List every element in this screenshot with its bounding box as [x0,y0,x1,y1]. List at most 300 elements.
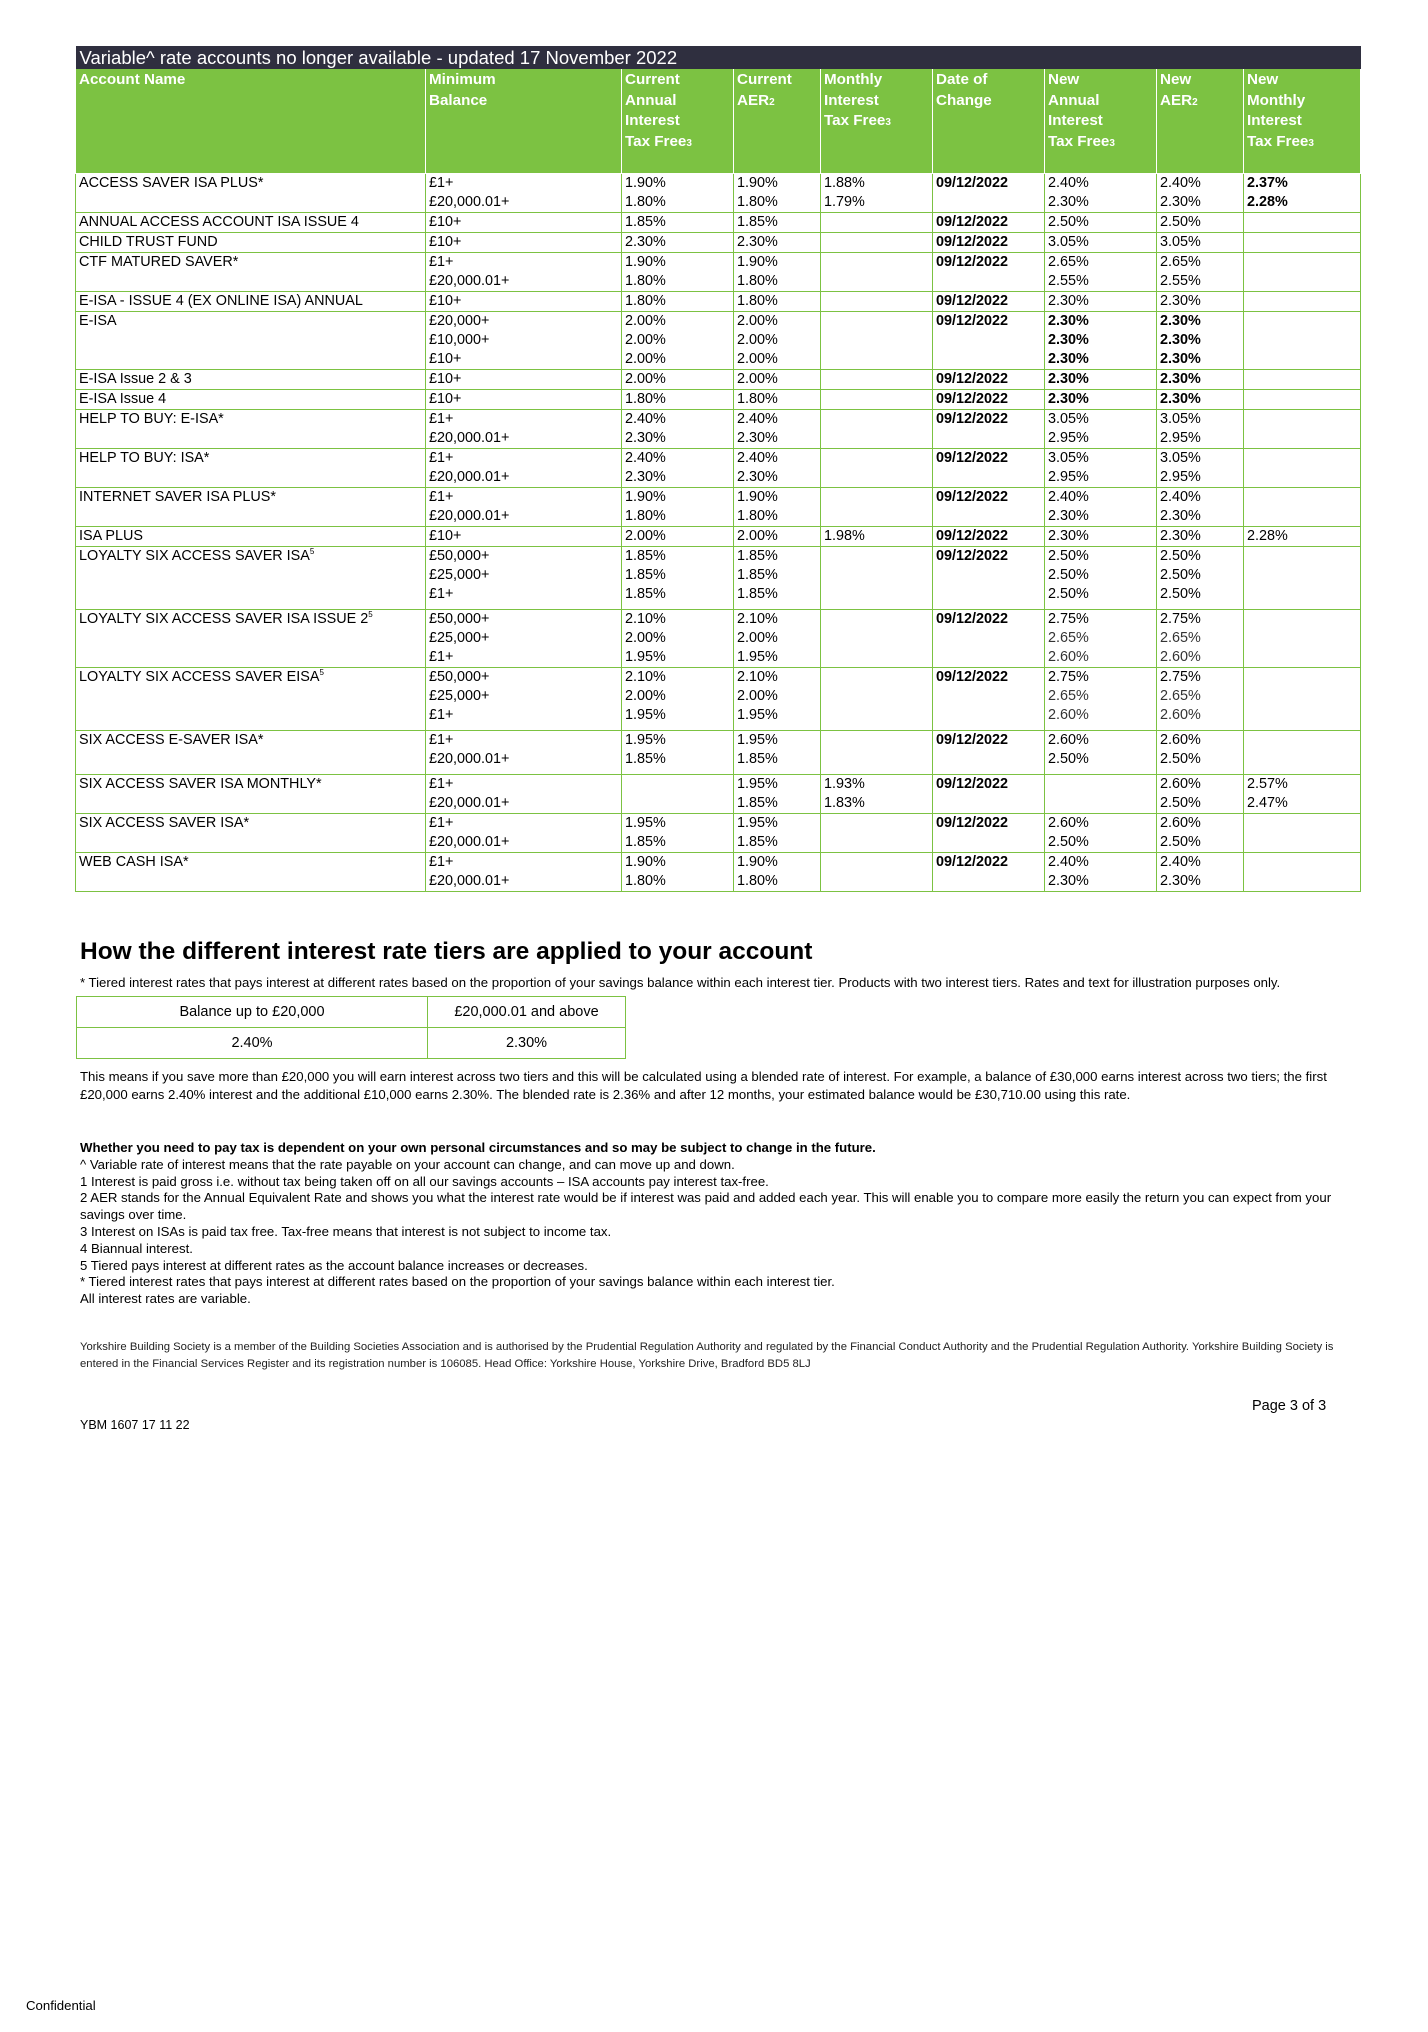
cell-minimum-balance [426,853,622,892]
footnote: 1 Interest is paid gross i.e. without tax being taken off on all our savings accounts – ISA accounts pay interest tax-free. [80,1173,769,1189]
cell-value: £20,000.01+ [429,273,510,289]
cell-value: £10,000+ [429,332,490,348]
cell-minimum-balance [426,312,622,370]
cell-value: 2.30% [1160,528,1201,544]
cell-current-aer [734,213,821,233]
cell-date-of-change: 09/12/2022 [933,610,1045,668]
cell-value: 2.50% [1048,548,1089,564]
cell-value: 1.80% [737,194,778,210]
cell-monthly-interest [821,292,933,312]
cell-value: 2.47% [1247,795,1288,811]
cell-new-aer [1157,775,1244,814]
cell-current-aer [734,731,821,775]
cell-value: 1.85% [737,567,778,583]
account-name-text: ANNUAL ACCESS ACCOUNT ISA ISSUE 4 [79,214,359,230]
cell-minimum-balance [426,488,622,527]
cell-value: 2.00% [625,371,666,387]
cell-date-of-change: 09/12/2022 [933,731,1045,775]
cell-new-annual [1045,213,1157,233]
cell-value: 2.30% [1048,371,1089,387]
cell-value: 2.30% [1048,194,1089,210]
cell-monthly-interest [821,449,933,488]
cell-value: 2.40% [737,411,778,427]
cell-monthly-interest [821,233,933,253]
account-name-text: HELP TO BUY: ISA* [79,450,210,466]
rates-table-body [76,174,1361,892]
cell-account-name [76,731,426,775]
page-number: Page 3 of 3 [1252,1398,1327,1414]
cell-new-monthly [1244,253,1361,292]
cell-value: 1.95% [737,815,778,831]
cell-new-monthly [1244,292,1361,312]
cell-value: 2.00% [625,528,666,544]
cell-new-annual [1045,610,1157,668]
cell-value: 1.90% [625,854,666,870]
account-name-text: E-ISA Issue 4 [79,391,167,407]
confidential-label: Confidential [26,1998,96,2013]
header-current-annual: Current Annual Interest Tax Free3 [622,69,734,174]
cell-value: 2.30% [1048,293,1089,309]
cell-value: 1.85% [737,795,778,811]
cell-value: 2.40% [1160,175,1201,191]
cell-new-annual [1045,390,1157,410]
cell-new-monthly [1244,731,1361,775]
account-name-text: ISA PLUS [79,528,143,544]
cell-current-annual [622,547,734,610]
cell-new-monthly [1244,312,1361,370]
cell-value: 2.95% [1048,430,1089,446]
cell-value: 1.80% [737,508,778,524]
cell-value: 2.30% [737,234,778,250]
cell-value: 2.30% [1160,293,1201,309]
cell-value: £10+ [429,293,462,309]
cell-value: £20,000.01+ [429,795,510,811]
cell-value: £1+ [429,254,454,270]
cell-new-aer [1157,410,1244,449]
cell-value: 2.60% [1048,707,1089,723]
cell-date-of-change: 09/12/2022 [933,488,1045,527]
cell-current-annual [622,527,734,547]
cell-monthly-interest [821,410,933,449]
cell-current-annual [622,233,734,253]
cell-value: 2.00% [737,630,778,646]
cell-value: 2.00% [625,313,666,329]
cell-date-of-change: 09/12/2022 [933,410,1045,449]
cell-value: 1.90% [737,254,778,270]
cell-minimum-balance [426,449,622,488]
header-new-aer: New AER2 [1157,69,1244,174]
cell-new-monthly [1244,775,1361,814]
table-row [76,814,1361,853]
cell-value: £20,000.01+ [429,194,510,210]
cell-new-monthly [1244,390,1361,410]
cell-value: 2.95% [1160,469,1201,485]
cell-value: 2.28% [1247,528,1288,544]
cell-value: £20,000.01+ [429,430,510,446]
cell-new-aer [1157,814,1244,853]
cell-current-annual [622,253,734,292]
cell-minimum-balance [426,233,622,253]
cell-new-monthly [1244,488,1361,527]
cell-monthly-interest [821,213,933,233]
table-row [76,668,1361,731]
cell-date-of-change: 09/12/2022 [933,390,1045,410]
cell-new-annual [1045,547,1157,610]
cell-value: 1.85% [625,586,666,602]
cell-new-annual [1045,410,1157,449]
cell-value: 2.40% [1048,489,1089,505]
account-name-text: E-ISA - ISSUE 4 (EX ONLINE ISA) ANNUAL [79,293,363,309]
cell-minimum-balance [426,731,622,775]
cell-current-aer [734,488,821,527]
cell-new-monthly [1244,174,1361,213]
cell-account-name [76,527,426,547]
cell-value: £1+ [429,489,454,505]
cell-new-annual [1045,668,1157,731]
rates-table [75,46,1361,892]
cell-value: 2.95% [1048,469,1089,485]
cell-value: 2.30% [1048,351,1089,367]
cell-value: 2.60% [1160,707,1201,723]
cell-monthly-interest [821,370,933,390]
cell-value: 2.30% [625,469,666,485]
cell-value: 2.40% [1048,854,1089,870]
cell-value: 2.75% [1048,611,1089,627]
cell-value: 1.90% [737,175,778,191]
cell-value: 1.85% [625,548,666,564]
cell-value: £20,000.01+ [429,508,510,524]
account-name-text: INTERNET SAVER ISA PLUS* [79,489,276,505]
cell-new-monthly [1244,233,1361,253]
cell-minimum-balance [426,527,622,547]
table-row [76,527,1361,547]
legal-text: Yorkshire Building Society is a member of the Building Societies Association and is authorised by the Prudential Regulation Authority and regulated by the Financial Conduct Authority and the Prudential Regulation Authority. Yorkshire Building Society is entered in the Financial Services Register and its registration number is 106085. Head Office: Yorkshire House, Yorkshire Drive, Bradford BD5 8LJ [80,1341,1334,1370]
cell-new-aer [1157,213,1244,233]
cell-value: 2.30% [1160,508,1201,524]
cell-account-name [76,292,426,312]
cell-date-of-change: 09/12/2022 [933,312,1045,370]
cell-date-of-change: 09/12/2022 [933,775,1045,814]
cell-current-aer [734,410,821,449]
table-title: Variable^ rate accounts no longer available - updated 17 November 2022 [76,46,1361,69]
cell-date-of-change: 09/12/2022 [933,370,1045,390]
cell-value: 2.30% [1048,873,1089,889]
cell-account-name [76,174,426,213]
cell-current-aer [734,174,821,213]
cell-value: 2.30% [737,469,778,485]
cell-value: 2.50% [1048,567,1089,583]
cell-value: 2.50% [1048,834,1089,850]
table-row [76,488,1361,527]
cell-value: 3.05% [1048,234,1089,250]
cell-value: 2.50% [1048,586,1089,602]
tier-header-upper: £20,000.01 and above [428,997,626,1028]
cell-value: £50,000+ [429,611,490,627]
footnote-marker: 5 [309,547,315,557]
cell-current-aer [734,610,821,668]
cell-new-aer [1157,253,1244,292]
cell-date-of-change: 09/12/2022 [933,292,1045,312]
table-row [76,233,1361,253]
cell-value: 2.65% [1048,254,1089,270]
header-date-of-change: Date of Change [933,69,1045,174]
cell-monthly-interest [821,253,933,292]
cell-monthly-interest [821,853,933,892]
cell-value: £20,000.01+ [429,469,510,485]
cell-account-name [76,775,426,814]
cell-value: 1.85% [625,751,666,767]
cell-minimum-balance [426,410,622,449]
account-name-text: LOYALTY SIX ACCESS SAVER ISA ISSUE 2 [79,611,369,627]
cell-value: £1+ [429,732,454,748]
table-row [76,775,1361,814]
footnote: 5 Tiered pays interest at different rates as the account balance increases or decreases. [80,1257,588,1273]
cell-current-aer [734,233,821,253]
cell-new-annual [1045,370,1157,390]
footnote: ^ Variable rate of interest means that the rate payable on your account can change, and can move up and down. [80,1156,735,1172]
cell-new-aer [1157,527,1244,547]
cell-value: 3.05% [1160,450,1201,466]
cell-monthly-interest [821,775,933,814]
cell-value: 1.83% [824,795,865,811]
header-minimum-balance: Minimum Balance [426,69,622,174]
cell-value: £25,000+ [429,630,490,646]
cell-current-annual [622,610,734,668]
cell-value: 2.00% [737,371,778,387]
cell-current-annual [622,213,734,233]
cell-monthly-interest [821,488,933,527]
cell-current-annual [622,731,734,775]
footnote-marker: 5 [368,610,373,620]
cell-value: 2.00% [625,688,666,704]
header-account-name: Account Name [76,69,426,174]
account-name-text: CTF MATURED SAVER* [79,254,239,270]
cell-new-annual [1045,174,1157,213]
cell-new-annual [1045,449,1157,488]
cell-value: 2.30% [1160,194,1201,210]
cell-value: 1.85% [737,586,778,602]
cell-value: 1.90% [625,254,666,270]
cell-value: 1.93% [824,776,865,792]
cell-value: 1.85% [625,567,666,583]
table-row [76,174,1361,213]
cell-minimum-balance [426,370,622,390]
table-row [76,370,1361,390]
cell-value: 2.55% [1048,273,1089,289]
cell-value: 1.80% [737,293,778,309]
account-name-text: CHILD TRUST FUND [79,234,218,250]
tier-header-lower: Balance up to £20,000 [77,997,428,1028]
tier-explainer: This means if you save more than £20,000 you will earn interest across two tiers and this will be calculated using a blended rate of interest. For example, a balance of £30,000 earns interest across two tiers; the first £20,000 earns 2.40% interest and the additional £10,000 earns 2.30%. The blended rate is 2.36% and after 12 months, your estimated balance would be £30,710.00 using this rate. [80,1069,1327,1102]
cell-value: 1.85% [625,214,666,230]
footnote: 4 Biannual interest. [80,1240,193,1256]
cell-value: 2.65% [1160,630,1201,646]
cell-value: 2.30% [625,234,666,250]
cell-value: 2.30% [1160,313,1201,329]
cell-value: 2.60% [1160,732,1201,748]
cell-value: 2.60% [1160,776,1201,792]
cell-current-aer [734,814,821,853]
cell-value: 2.37% [1247,175,1288,191]
cell-value: £20,000.01+ [429,751,510,767]
cell-new-annual [1045,312,1157,370]
account-name-text: ACCESS SAVER ISA PLUS* [79,175,264,191]
cell-current-annual [622,312,734,370]
cell-value: 1.85% [737,548,778,564]
cell-date-of-change: 09/12/2022 [933,668,1045,731]
cell-value: 2.40% [625,411,666,427]
cell-value: £1+ [429,450,454,466]
account-name-text: E-ISA [79,313,117,329]
cell-new-monthly [1244,449,1361,488]
cell-value: 2.60% [1160,815,1201,831]
cell-new-aer [1157,312,1244,370]
cell-new-monthly [1244,527,1361,547]
cell-value: 1.85% [625,834,666,850]
cell-value: 2.65% [1048,688,1089,704]
cell-minimum-balance [426,775,622,814]
tax-notice: Whether you need to pay tax is dependent on your own personal circumstances and so may be subject to change in the future. [80,1140,876,1155]
cell-value: 2.30% [1048,391,1089,407]
account-name-text: HELP TO BUY: E-ISA* [79,411,224,427]
cell-value: 2.10% [737,669,778,685]
cell-current-annual [622,370,734,390]
cell-value: 1.88% [824,175,865,191]
cell-current-annual [622,449,734,488]
table-row [76,213,1361,233]
cell-value: 1.85% [737,751,778,767]
cell-minimum-balance [426,213,622,233]
cell-value: £10+ [429,234,462,250]
cell-value: £20,000.01+ [429,834,510,850]
cell-account-name [76,488,426,527]
cell-current-annual [622,488,734,527]
cell-value: 2.50% [1048,751,1089,767]
table-row [76,253,1361,292]
cell-date-of-change: 09/12/2022 [933,233,1045,253]
cell-current-aer [734,775,821,814]
cell-value: 2.10% [625,611,666,627]
cell-date-of-change: 09/12/2022 [933,253,1045,292]
cell-value: 3.05% [1048,411,1089,427]
cell-value: 1.80% [625,873,666,889]
cell-value: 2.65% [1160,254,1201,270]
cell-value: 2.50% [1160,214,1201,230]
table-row [76,547,1361,610]
cell-value: 2.10% [737,611,778,627]
cell-value: 1.80% [625,508,666,524]
cell-date-of-change: 09/12/2022 [933,449,1045,488]
cell-account-name [76,814,426,853]
table-row [76,853,1361,892]
cell-value: 1.98% [824,528,865,544]
cell-minimum-balance [426,174,622,213]
cell-new-monthly [1244,370,1361,390]
cell-new-annual [1045,488,1157,527]
cell-new-monthly [1244,547,1361,610]
table-row [76,292,1361,312]
cell-value: 2.95% [1160,430,1201,446]
cell-current-annual [622,775,734,814]
cell-account-name [76,233,426,253]
cell-value: 2.40% [1048,175,1089,191]
footnote: 2 AER stands for the Annual Equivalent Rate and shows you what the interest rate would be if interest was paid and added each year. This will enable you to compare more easily the return you can expect from your savings over time. [80,1190,1332,1223]
cell-current-annual [622,668,734,731]
cell-current-aer [734,312,821,370]
cell-value: 2.40% [625,450,666,466]
cell-value: 2.50% [1160,795,1201,811]
cell-value: 2.57% [1247,776,1288,792]
header-new-annual: New Annual Interest Tax Free3 [1045,69,1157,174]
cell-value: 1.95% [625,815,666,831]
cell-new-aer [1157,488,1244,527]
header-current-aer: Current AER2 [734,69,821,174]
cell-new-aer [1157,853,1244,892]
cell-value: 1.95% [737,776,778,792]
cell-monthly-interest [821,814,933,853]
cell-value: £1+ [429,815,454,831]
cell-monthly-interest [821,547,933,610]
cell-value: £1+ [429,411,454,427]
cell-date-of-change: 09/12/2022 [933,547,1045,610]
cell-value: 2.00% [737,528,778,544]
cell-value: 1.80% [737,273,778,289]
cell-current-aer [734,449,821,488]
account-name-text: SIX ACCESS SAVER ISA MONTHLY* [79,776,322,792]
cell-current-aer [734,253,821,292]
cell-current-aer [734,292,821,312]
cell-new-monthly [1244,213,1361,233]
cell-value: 1.80% [625,273,666,289]
cell-new-aer [1157,610,1244,668]
cell-monthly-interest [821,174,933,213]
cell-account-name [76,213,426,233]
account-name-text: WEB CASH ISA* [79,854,189,870]
cell-value: £50,000+ [429,548,490,564]
cell-value: 2.60% [1048,732,1089,748]
cell-value: 2.60% [1048,649,1089,665]
cell-value: 2.30% [1048,528,1089,544]
cell-current-annual [622,814,734,853]
cell-value: 2.00% [737,688,778,704]
cell-new-aer [1157,370,1244,390]
cell-monthly-interest [821,610,933,668]
cell-value: 2.30% [1048,313,1089,329]
cell-monthly-interest [821,731,933,775]
cell-value: 2.30% [1160,332,1201,348]
table-row [76,312,1361,370]
cell-account-name [76,610,426,668]
account-name-text: LOYALTY SIX ACCESS SAVER EISA [79,669,320,685]
cell-value: 1.80% [625,391,666,407]
cell-value: 2.65% [1048,630,1089,646]
cell-new-annual [1045,853,1157,892]
cell-account-name [76,547,426,610]
account-name-text: SIX ACCESS SAVER ISA* [79,815,250,831]
cell-value: 2.00% [737,332,778,348]
cell-current-annual [622,292,734,312]
cell-value: 1.95% [737,649,778,665]
cell-value: 2.75% [1160,611,1201,627]
cell-value: 2.50% [1048,214,1089,230]
cell-value: £1+ [429,586,454,602]
cell-value: 1.79% [824,194,865,210]
cell-account-name [76,668,426,731]
footnote: 3 Interest on ISAs is paid tax free. Tax-free means that interest is not subject to income tax. [80,1223,612,1239]
cell-value: 1.95% [625,732,666,748]
cell-minimum-balance [426,610,622,668]
cell-value: 1.80% [625,194,666,210]
